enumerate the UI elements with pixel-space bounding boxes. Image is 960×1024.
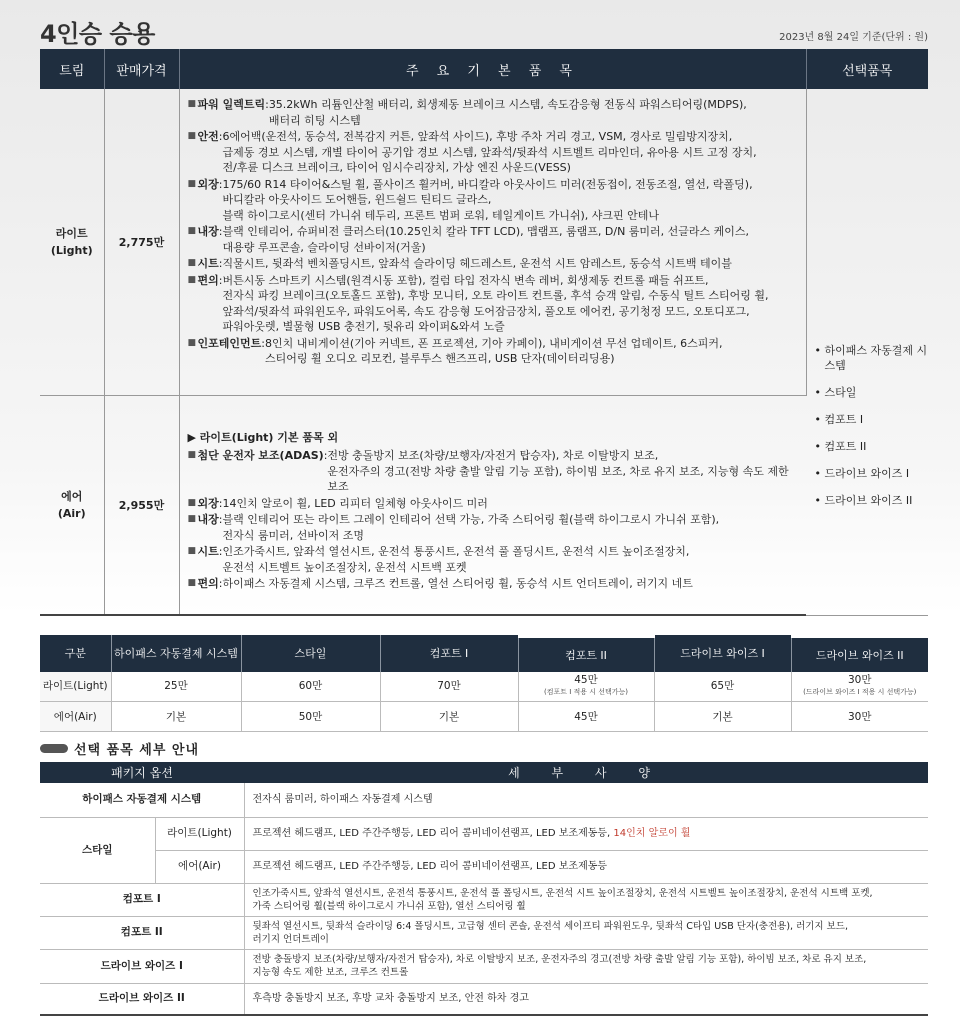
price-note: (드라이브 와이즈 I 적용 시 선택가능) <box>803 688 917 697</box>
features-light <box>179 89 806 395</box>
option-item <box>815 343 929 373</box>
feature-group <box>188 129 796 176</box>
price-row-label: 에어(Air) <box>40 702 111 732</box>
colon-separator: : <box>218 545 223 558</box>
feature-group <box>188 512 797 543</box>
feature-group <box>188 177 796 224</box>
header-trim: 트림 <box>40 49 104 89</box>
feature-group-title: 안전 <box>197 130 219 143</box>
trim-row-air <box>40 395 928 615</box>
package-name: 드라이브 와이즈 I <box>40 949 244 983</box>
bullet-dot-icon: • <box>814 386 821 400</box>
option-label: 컴포트 II <box>824 440 867 454</box>
feature-group-title: 외장 <box>197 177 219 191</box>
package-desc-line: 가죽 스티어링 휠(블랙 하이그로시 가니쉬 포함), 열선 스티어링 휠 <box>252 900 526 912</box>
bullet-square-icon: ■ <box>187 131 197 141</box>
feature-group <box>188 224 796 255</box>
detail-table-header <box>40 762 928 783</box>
feature-group-text <box>222 224 795 255</box>
header-features: 주 요 기 본 품 목 <box>179 49 806 89</box>
colon-separator: : <box>218 513 223 526</box>
price-row-light <box>40 672 928 702</box>
package-name: 컴포트 I <box>40 883 244 916</box>
bullet-dot-icon: • <box>814 467 821 481</box>
feature-group <box>188 273 796 335</box>
colon-separator: : <box>218 177 223 191</box>
feature-line: 블랙 하이그로시(센터 가니쉬 테두리, 프론트 범퍼 로워, 테일게이트 가니쉬), 샤크핀 안테나 <box>222 208 660 222</box>
package-desc-line: 인조가죽시트, 앞좌석 열선시트, 운전석 통풍시트, 운전석 풀 폴딩시트, 운전석 시트 높이조절장치, 운전석 시트벨트 높이조절장치, 운전석 시트백 포켓, <box>252 887 873 899</box>
option-item <box>815 493 929 508</box>
feature-line: 배터리 히팅 시스템 <box>268 113 361 127</box>
detail-section-heading <box>40 739 199 758</box>
feature-line: 대용량 루프콘솔, 슬라이딩 선바이저(거울) <box>222 240 426 254</box>
price-cell: 30만 <box>791 702 928 732</box>
price-cell: 50만 <box>241 702 380 732</box>
trim-name-light <box>40 89 104 395</box>
detail-row-comfort2 <box>40 916 928 949</box>
colon-separator: : <box>218 225 223 238</box>
feature-group <box>188 97 796 128</box>
option-label: 컴포트 I <box>824 413 864 427</box>
package-name: 드라이브 와이즈 II <box>40 983 244 1015</box>
price-header-3: 컴포트 I <box>380 635 518 672</box>
feature-group-text <box>222 129 795 176</box>
option-label: 드라이브 와이즈 I <box>824 467 910 481</box>
price-header-2: 스타일 <box>241 635 380 672</box>
package-desc-line: 지능형 속도 제한 보조, 크루즈 컨트롤 <box>252 967 409 978</box>
feature-line: 전자식 파킹 브레이크(오토홀드 포함), 후방 모니터, 오토 라이트 컨트롤, 후석 승객 알림, 수동식 틸트 스티어링 휠, <box>222 289 769 302</box>
feature-line: 전자식 룸미러, 선바이저 조명 <box>222 528 364 542</box>
price-air: 2,955만 <box>104 395 179 615</box>
feature-line: 6에어백(운전석, 동승석, 전복감지 커튼, 앞좌석 사이드), 후방 주차 거리 경고, VSM, 경사로 밀림방지장치, <box>222 130 733 143</box>
detail-row-drive2 <box>40 983 928 1015</box>
price-row-air <box>40 702 928 732</box>
air-intro: ▶ 라이트(Light) 기본 품목 외 <box>187 430 339 444</box>
feature-line: 8인치 내비게이션(기아 커넥트, 폰 프로젝션, 기아 카페이), 내비게이션 무선 업데이트, 6스피커, <box>264 336 723 350</box>
price-light: 2,775만 <box>104 89 179 395</box>
option-item <box>815 439 929 454</box>
price-cell: 65만 <box>654 672 791 702</box>
colon-separator: : <box>218 130 223 143</box>
feature-group-text <box>327 448 796 495</box>
detail-row-style-air <box>40 850 928 883</box>
bullet-square-icon: ■ <box>187 578 197 588</box>
package-desc <box>244 949 928 983</box>
main-table-header <box>40 49 928 89</box>
feature-group <box>188 544 797 575</box>
feature-line: 전방 충돌방지 보조(차량/보행자/자전거 탑승자), 차로 이탈방지 보조, <box>327 449 659 462</box>
feature-line: 스티어링 휠 오디오 리모컨, 블루투스 핸즈프리, USB 단자(데이터리딩용) <box>264 352 615 365</box>
option-item <box>815 412 929 427</box>
price-cell: 기본 <box>380 702 518 732</box>
option-detail-table <box>40 762 928 1016</box>
feature-group <box>188 576 797 592</box>
trim-name-air <box>40 395 104 615</box>
features-air-list <box>188 448 797 592</box>
bullet-square-icon: ■ <box>187 546 197 556</box>
detail-header-detail: 세 부 사 양 <box>244 762 928 783</box>
feature-group <box>188 496 797 512</box>
feature-group-title: 편의 <box>197 577 219 590</box>
bullet-dot-icon: • <box>814 344 821 358</box>
price-cell: 25만 <box>111 672 241 702</box>
package-desc <box>244 916 928 949</box>
option-item <box>815 385 929 400</box>
feature-group-title: 파워 일렉트릭 <box>197 98 266 111</box>
feature-group <box>188 448 797 495</box>
package-name: 컴포트 II <box>40 916 244 949</box>
trim-name-air-ko: 에어 <box>61 489 83 503</box>
feature-line: 175/60 R14 타이어&스틸 휠, 풀사이즈 휠커버, 바디칼라 아웃사이드 미러(전동접이, 전동조절, 열선, 락폴딩), <box>222 177 753 191</box>
feature-group <box>188 336 796 367</box>
feature-group <box>188 256 796 272</box>
feature-line: 운전석 시트벨트 높이조절장치, 운전석 시트백 포켓 <box>222 560 467 574</box>
colon-separator: : <box>218 257 223 270</box>
price-cell <box>518 672 654 702</box>
feature-group-text <box>222 576 796 592</box>
feature-line: 바디칼라 아웃사이드 도어핸들, 윈드쉴드 틴티드 글라스, <box>222 193 492 206</box>
feature-group-title: 인포테인먼트 <box>197 336 262 350</box>
bullet-square-icon: ■ <box>187 514 197 524</box>
price-table-header <box>40 635 928 672</box>
feature-line: 하이패스 자동결제 시스템, 크루즈 컨트롤, 열선 스티어링 휠, 동승석 시트 언더트레이, 러기지 네트 <box>222 577 693 590</box>
feature-group-title: 외장 <box>197 496 219 510</box>
option-price-table <box>40 631 928 732</box>
bullet-dot-icon: • <box>814 494 821 508</box>
page-title: 4인승 승용 <box>40 20 155 48</box>
detail-row-style-light <box>40 817 928 850</box>
feature-group-text <box>222 177 795 224</box>
feature-line: 파워아웃렛, 별물형 USB 충전기, 뒷유리 와이퍼&와셔 노즐 <box>222 320 505 333</box>
package-desc: 후측방 충돌방지 보조, 후방 교차 충돌방지 보조, 안전 하차 경고 <box>244 983 928 1015</box>
package-desc-line: 뒷좌석 열선시트, 뒷좌석 슬라이딩 6:4 폴딩시트, 고급형 센터 콘솔, 운전석 세이프티 파워윈도우, 뒷좌석 C타입 USB 단자(충전용), 러기지 보드, <box>252 920 848 932</box>
trim-features-table <box>40 49 928 616</box>
package-desc-line: 러기지 언더트레이 <box>252 933 329 945</box>
package-desc <box>244 883 928 916</box>
price-value: 30만 <box>847 674 872 687</box>
price-cell <box>791 672 928 702</box>
feature-group-text <box>222 273 795 335</box>
feature-line: 인조가죽시트, 앞좌석 열선시트, 운전석 통풍시트, 운전석 풀 폴딩시트, 운전석 시트 높이조절장치, <box>222 545 690 558</box>
price-value: 45만 <box>574 674 598 687</box>
bullet-square-icon: ■ <box>187 497 197 508</box>
feature-line: 블랙 인테리어, 슈퍼비전 클러스터(10.25인치 칼라 TFT LCD), 맵램프, 룸램프, D/N 룸미러, 선글라스 케이스, <box>222 225 750 238</box>
package-desc: 프로젝션 헤드램프, LED 주간주행등, LED 리어 콤비네이션램프, LED 보조제동등 <box>244 850 928 883</box>
detail-row-drive1 <box>40 949 928 983</box>
bullet-square-icon: ■ <box>187 274 197 285</box>
price-note: (컴포트 I 적용 시 선택가능) <box>543 688 629 697</box>
trim-name-light-ko: 라이트 <box>55 226 88 240</box>
header-price: 판매가격 <box>104 49 179 89</box>
features-air <box>179 395 806 615</box>
feature-group-title: 시트 <box>197 545 219 558</box>
price-row-label: 라이트(Light) <box>40 672 111 702</box>
feature-group-title: 내장 <box>197 513 219 526</box>
price-header-0: 구분 <box>40 635 111 672</box>
options-list <box>806 89 928 615</box>
package-desc <box>244 817 928 850</box>
option-label: 드라이브 와이즈 II <box>824 494 913 508</box>
package-desc: 전자식 룸미러, 하이패스 자동결제 시스템 <box>244 783 928 817</box>
price-header-6: 드라이브 와이즈 II <box>791 635 928 672</box>
feature-line: 전/후륜 디스크 브레이크, 타이어 임시수리장치, 가상 엔진 사운드(VESS) <box>222 161 571 174</box>
header-options: 선택품목 <box>806 49 928 89</box>
option-label: 하이패스 자동결제 시스템 <box>824 344 928 373</box>
feature-group-text <box>222 544 796 575</box>
package-name: 스타일 <box>40 817 155 883</box>
bullet-square-icon: ■ <box>187 258 197 268</box>
colon-separator: : <box>218 273 223 287</box>
detail-header-package: 패키지 옵션 <box>40 762 244 783</box>
colon-separator: : <box>218 496 223 510</box>
bullet-square-icon: ■ <box>187 178 197 189</box>
feature-group-text <box>222 256 795 272</box>
feature-group-title: 내장 <box>197 225 219 238</box>
package-sub-label: 라이트(Light) <box>155 817 244 850</box>
option-item <box>815 466 929 481</box>
colon-separator: : <box>261 336 265 350</box>
price-header-4: 컴포트 II <box>518 635 654 672</box>
bullet-square-icon: ■ <box>187 450 197 460</box>
feature-group-text <box>222 512 796 543</box>
feature-line: 14인치 알로이 휠, LED 리피터 일체형 아웃사이드 미러 <box>222 496 488 510</box>
colon-separator: : <box>218 577 223 590</box>
bullet-square-icon: ■ <box>187 99 197 109</box>
feature-line: 운전자주의 경고(전방 차량 출발 알림 기능 포함), 하이빔 보조, 차로 유지 보조, 지능형 속도 제한 보조 <box>327 464 789 493</box>
package-desc-text: 프로젝션 헤드램프, LED 주간주행등, LED 리어 콤비네이션램프, LED 보조제동등, <box>252 828 611 839</box>
feature-line: 급제동 경보 시스템, 개별 타이어 공기압 경보 시스템, 앞좌석/뒷좌석 시트벨트 리마인더, 유아용 시트 고정 장치, <box>222 145 757 159</box>
detail-section-title: 선택 품목 세부 안내 <box>74 743 200 758</box>
price-cell: 60만 <box>241 672 380 702</box>
bullet-square-icon: ■ <box>187 226 197 236</box>
trim-row-light <box>40 89 928 395</box>
feature-group-title: 첨단 운전자 보조(ADAS) <box>197 449 324 462</box>
price-header-5: 드라이브 와이즈 I <box>654 635 791 672</box>
feature-group-text <box>269 97 796 128</box>
package-name: 하이패스 자동결제 시스템 <box>40 783 244 817</box>
colon-separator: : <box>265 98 269 111</box>
price-cell: 70만 <box>380 672 518 702</box>
package-desc-line: 전방 충돌방지 보조(차량/보행자/자전거 탑승자), 차로 이탈방지 보조, 운전자주의 경고(전방 차량 출발 알림 기능 포함), 하이빔 보조, 차로 유지 보조, <box>252 954 867 965</box>
package-sub-label: 에어(Air) <box>155 850 244 883</box>
price-cell: 기본 <box>111 702 241 732</box>
section-bar-icon <box>40 744 68 753</box>
trim-name-light-en: (Light) <box>50 243 93 257</box>
price-header-1: 하이패스 자동결제 시스템 <box>111 635 241 672</box>
detail-row-comfort1 <box>40 883 928 916</box>
date-note: 2023년 8월 24일 기준(단위 : 원) <box>779 32 928 43</box>
bullet-dot-icon: • <box>814 440 821 454</box>
bullet-square-icon: ■ <box>187 337 197 348</box>
feature-line: 직물시트, 뒷좌석 벤치폴딩시트, 앞좌석 슬라이딩 헤드레스트, 운전석 시트 암레스트, 동승석 시트백 테이블 <box>222 257 732 270</box>
feature-line: 앞좌석/뒷좌석 파워윈도우, 파워도어록, 속도 감응형 도어잠금장치, 풀오토 에어컨, 공기청정 모드, 오토디포그, <box>222 304 750 318</box>
feature-line: 버튼시동 스마트키 시스템(원격시동 포함), 컬럼 타입 전자식 변속 레버, 회생제동 컨트롤 패들 쉬프트, <box>222 273 709 287</box>
detail-row-hipass <box>40 783 928 817</box>
trim-name-air-en: (Air) <box>57 506 86 520</box>
option-label: 스타일 <box>824 386 857 400</box>
feature-line: 블랙 인테리어 또는 라이트 그레이 인테리어 선택 가능, 가죽 스티어링 휠(블랙 하이그로시 가니쉬 포함), <box>222 513 720 526</box>
package-desc-highlight: 14인치 알로이 휠 <box>610 828 691 839</box>
feature-group-text <box>265 336 796 367</box>
price-cell: 기본 <box>654 702 791 732</box>
feature-line: 35.2kWh 리튬인산철 배터리, 회생제동 브레이크 시스템, 속도감응형 전동식 파워스티어링(MDPS), <box>268 98 747 111</box>
price-cell: 45만 <box>518 702 654 732</box>
bullet-dot-icon: • <box>814 413 821 427</box>
feature-group-title: 편의 <box>197 273 219 287</box>
feature-group-title: 시트 <box>197 257 219 270</box>
feature-group-text <box>222 496 796 512</box>
colon-separator: : <box>323 449 328 462</box>
